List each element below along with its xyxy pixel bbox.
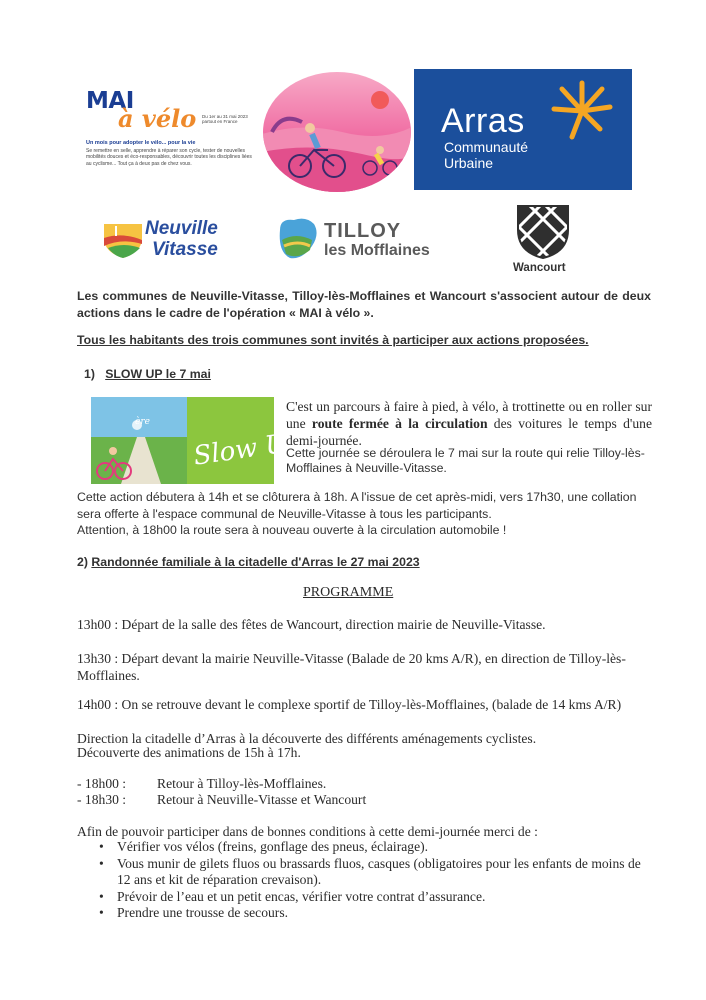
conditions-checklist xyxy=(97,839,657,922)
coat-of-arms-icon xyxy=(516,204,570,260)
mai-logo-description: Se remettre en selle, apprendre à réparer son cycle, tester de nouvelles mobilités douces et éco-responsables, découvrir toutes les disciplines liées au cyclisme... Tout ça à deux pas de chez vous. xyxy=(86,148,252,167)
programme-step-1330: 13h30 : Départ devant la mairie Neuville-Vitasse (Balade de 20 kms A/R), en direction de Tilloy-lès-Mofflaines. xyxy=(77,651,626,683)
section1-attention: Attention, à 18h00 la route sera à nouveau ouverte à la circulation automobile ! xyxy=(77,523,507,537)
slow-up-image-label: Slow UP xyxy=(191,426,307,472)
checklist-item: • Prendre une trousse de secours. xyxy=(97,905,657,922)
arras-communaute-urbaine-logo xyxy=(414,69,632,190)
mai-logo-title: MAI xyxy=(86,88,134,114)
landscape-icon xyxy=(276,216,320,262)
section1-schedule xyxy=(77,489,655,539)
arras-logo-name: Arras xyxy=(441,102,525,140)
programme-step-1300: 13h00 : Départ de la salle des fêtes de Wancourt, direction mairie de Neuville-Vitasse. xyxy=(77,617,546,632)
section1-road-closed: route fermée à la circulation xyxy=(311,416,488,431)
mai-logo-dates: Du 1er au 31 mai 2023 partout en France xyxy=(202,114,248,124)
return-time-1830: - 18h30 : xyxy=(77,792,127,807)
arras-logo-line1: Communauté xyxy=(444,139,529,155)
slow-up-image xyxy=(91,397,307,484)
tilloy-logo-line2: les Mofflaines xyxy=(324,242,430,259)
mai-logo-script: à vélo xyxy=(118,104,197,133)
section1-heading xyxy=(84,367,211,381)
programme-heading: PROGRAMME xyxy=(303,585,394,600)
arras-logo-line2: Urbaine xyxy=(444,155,494,171)
neuville-vitasse-logo xyxy=(100,214,230,264)
programme-direction: Direction la citadelle d’Arras à la découverte des différents aménagements cyclistes. xyxy=(77,731,537,746)
mai-logo-tagline: Un mois pour adopter le vélo... pour la vie xyxy=(86,140,196,146)
checklist-item: • Vérifier vos vélos (freins, gonflage des pneus, éclairage). xyxy=(97,839,657,856)
section1-title: SLOW UP le 7 mai xyxy=(105,367,211,381)
conditions-intro: Afin de pouvoir participer dans de bonnes conditions à cette demi-journée merci de : xyxy=(77,824,538,839)
section1-description: C'est un parcours à faire à pied, à vélo, à trottinette ou en roller sur une route fermée à la circulation des voitures le temps d'une demi-journée. xyxy=(286,399,652,448)
neuville-logo-line1: Neuville xyxy=(145,218,218,239)
sun-icon xyxy=(542,77,622,145)
tilloy-les-mofflaines-logo xyxy=(274,214,434,266)
section2-heading xyxy=(77,555,420,569)
return-text-1830: Retour à Neuville-Vitasse et Wancourt xyxy=(157,792,367,807)
intro-paragraph: Les communes de Neuville-Vitasse, Tilloy-lès-Mofflaines et Wancourt s'associent autour de deux actions dans le cadre de l'opération « MAI à vélo ». xyxy=(77,289,651,320)
return-time-1800: - 18h00 : xyxy=(77,776,127,791)
all-invited-note: Tous les habitants des trois communes sont invités à participer aux actions proposées. xyxy=(77,333,589,347)
mai-a-velo-logo xyxy=(84,84,260,194)
shield-icon xyxy=(102,220,144,260)
section1-number: 1) xyxy=(84,367,95,381)
section1-times-text: Cette action débutera à 14h et se clôturera à 18h. A l'issue de cet après-midi, vers 17h30, une collation sera offerte à l'espace communal de Neuville-Vitasse à tous les participants. xyxy=(77,490,637,521)
checklist-item: • Prévoir de l’eau et un petit encas, vérifier votre contrat d’assurance. xyxy=(97,889,657,906)
programme-step-1400: 14h00 : On se retrouve devant le complexe sportif de Tilloy-lès-Mofflaines, (balade de 14 kms A/R) xyxy=(77,697,622,712)
return-text-1800: Retour à Tilloy-lès-Mofflaines. xyxy=(157,776,327,791)
neuville-logo-line2: Vitasse xyxy=(152,239,218,260)
wancourt-logo xyxy=(508,202,578,276)
cyclists-illustration xyxy=(262,72,412,192)
section1-route-details: Cette journée se déroulera le 7 mai sur la route qui relie Tilloy-lès-Mofflaines à Neuville-Vitasse. xyxy=(286,446,645,475)
section2-number: 2) xyxy=(77,555,88,569)
section2-title: Randonnée familiale à la citadelle d'Arras le 27 mai 2023 xyxy=(91,555,420,569)
slow-up-image-caption-icon: ère xyxy=(135,417,150,427)
wancourt-logo-name: Wancourt xyxy=(513,262,566,274)
tilloy-logo-line1: TILLOY xyxy=(324,220,402,242)
programme-animations: Découverte des animations de 15h à 17h. xyxy=(77,745,301,760)
checklist-item: • Vous munir de gilets fluos ou brassards fluos, casques (obligatoires pour les enfants de moins de 12 ans et kit de réparation crevaison). xyxy=(97,856,657,889)
